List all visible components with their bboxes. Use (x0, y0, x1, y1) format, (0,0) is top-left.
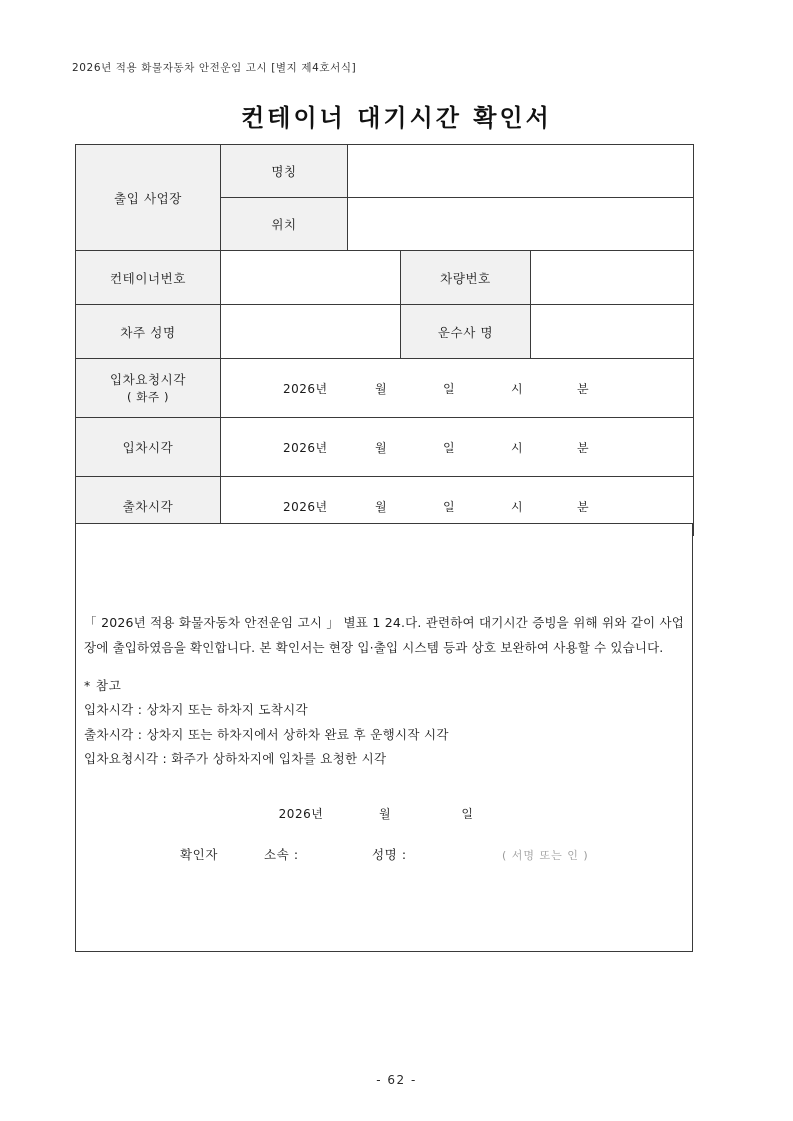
dateline-hour: 시 (511, 381, 524, 396)
cell-container-no-value[interactable] (221, 251, 401, 305)
dateline-minute: 분 (577, 499, 590, 514)
dateline-year: 2026년 (283, 499, 328, 514)
table-row-arrival-time (76, 418, 694, 477)
reference-note-arrival: 입차시각 : 상차지 또는 하차지 도착시각 (84, 702, 308, 718)
dateline-month: 월 (375, 499, 388, 514)
dateline-request (221, 359, 693, 417)
signature-date-day: 일 (461, 807, 474, 821)
request-time-label-line2: ( 화주 ) (126, 389, 170, 404)
reference-notes-title: * 참고 (84, 678, 122, 693)
table-row-request-time (76, 359, 694, 418)
confirmer-label: 확인자 (180, 847, 219, 862)
cell-workplace-location-label: 위치 (221, 198, 348, 251)
signature-date-month: 월 (379, 807, 392, 821)
reference-notes (84, 674, 624, 772)
cell-request-time-label (76, 359, 221, 418)
cell-workplace-label: 출입 사업장 (76, 145, 221, 251)
page-number: - 62 - (376, 1073, 417, 1087)
dateline-year: 2026년 (283, 381, 328, 396)
cell-workplace-name-value[interactable] (348, 145, 694, 198)
seal-hint: ( 서명 또는 인 ) (502, 849, 589, 862)
dateline-minute: 분 (577, 440, 590, 455)
dateline-arrival (221, 418, 693, 476)
cell-arrival-time-label: 입차시각 (76, 418, 221, 477)
affiliation-label: 소속 : (264, 847, 299, 862)
dateline-day: 일 (443, 440, 456, 455)
table-row-container-vehicle (76, 251, 694, 305)
page-title: 컨테이너 대기시간 확인서 (241, 104, 552, 132)
cell-departure-time-label: 출차시각 (76, 477, 221, 536)
reference-note-departure: 출차시각 : 상차지 또는 하차지에서 상하차 완료 후 운행시작 시각 (84, 726, 449, 742)
reference-note-request: 입차요청시각 : 화주가 상하차지에 입차를 요청한 시각 (84, 751, 387, 767)
dateline-day: 일 (443, 499, 456, 514)
dateline-month: 월 (375, 381, 388, 396)
cell-owner-name-value[interactable] (221, 305, 401, 359)
cell-carrier-value[interactable] (531, 305, 694, 359)
dateline-day: 일 (443, 381, 456, 396)
cell-request-time-value[interactable] (221, 359, 694, 418)
cell-vehicle-no-value[interactable] (531, 251, 694, 305)
table-row-owner-carrier (76, 305, 694, 359)
dateline-hour: 시 (511, 440, 524, 455)
cell-container-no-label: 컨테이너번호 (76, 251, 221, 305)
statement-and-signature-box (75, 523, 693, 952)
dateline-hour: 시 (511, 499, 524, 514)
dateline-month: 월 (375, 440, 388, 455)
container-waiting-time-form-table (75, 144, 694, 536)
cell-vehicle-no-label: 차량번호 (401, 251, 531, 305)
document-header-note: 2026년 적용 화물자동차 안전운임 고시 [별지 제4호서식] (72, 62, 357, 74)
cell-workplace-name-label: 명칭 (221, 145, 348, 198)
confirmation-statement: 「 2026년 적용 화물자동차 안전운임 고시 」 별표 1 24.다. 관련하여 대기시간 증빙을 위해 위와 같이 사업장에 출입하였음을 확인합니다. 본 확인서는 현장 입·출입 시스템 등과 상호 보완하여 사용할 수 있습니다. (84, 615, 684, 655)
signature-row (180, 845, 680, 863)
cell-carrier-label: 운수사 명 (401, 305, 531, 359)
cell-workplace-location-value[interactable] (348, 198, 694, 251)
table-row-workplace-name (76, 145, 694, 198)
signature-date-line (76, 805, 694, 822)
cell-arrival-time-value[interactable] (221, 418, 694, 477)
request-time-label-line1: 입차요청시각 (109, 371, 187, 387)
name-label: 성명 : (372, 847, 407, 862)
cell-owner-name-label: 차주 성명 (76, 305, 221, 359)
dateline-minute: 분 (577, 381, 590, 396)
dateline-year: 2026년 (283, 440, 328, 455)
signature-date-year: 2026년 (278, 807, 324, 821)
